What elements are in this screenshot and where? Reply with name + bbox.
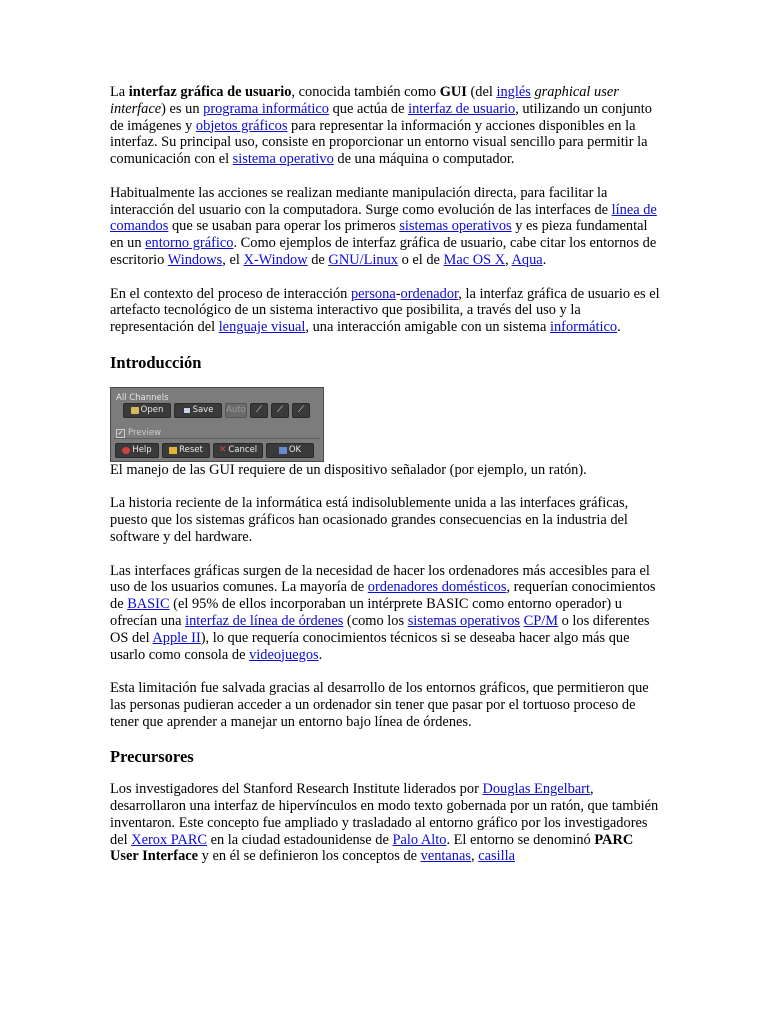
text: . El entorno se denominó: [446, 831, 595, 848]
paragraph-investigadores: [110, 781, 662, 865]
link-gnu-linux[interactable]: GNU/Linux: [328, 251, 398, 268]
toolbar-row: [123, 403, 310, 418]
link-entorno-grafico[interactable]: entorno gráfico: [145, 235, 234, 252]
help-icon: [122, 447, 130, 454]
bold-term: GUI: [439, 84, 467, 100]
save-icon: [183, 407, 191, 414]
save-label: Save: [192, 404, 214, 415]
cancel-label: Cancel: [228, 444, 258, 455]
link-basic[interactable]: BASIC: [127, 596, 170, 613]
paragraph-surgen: [110, 563, 662, 664]
link-mac-os-x[interactable]: Mac OS X: [443, 251, 506, 268]
link-cp-m[interactable]: CP/M: [523, 612, 559, 629]
paragraph-acciones: [110, 185, 662, 269]
reset-icon: [169, 447, 177, 454]
link-ventanas[interactable]: ventanas: [420, 848, 471, 865]
text: para representar la información y acciones disponibles en la interfaz. Su principal uso, consiste en proporcionar un entorno visual sencillo para permitir la comunicación con el: [110, 117, 648, 168]
eyedropper-icon: ⟋: [298, 404, 304, 415]
link-sistemas-operativos[interactable]: sistemas operativos: [399, 218, 512, 235]
text: , la interfaz gráfica de usuario es el artefacto tecnológico de un sistema interactivo que posibilita, a través del uso y la representación del: [110, 285, 660, 336]
link-programa-informatico[interactable]: programa informático: [203, 100, 329, 117]
text: En el contexto del proceso de interacción: [110, 285, 351, 302]
eyedropper-black-button[interactable]: [250, 403, 268, 418]
heading-precursores: Precursores: [110, 747, 194, 767]
text: o el de: [397, 251, 444, 268]
cancel-button[interactable]: [213, 443, 263, 458]
link-casilla[interactable]: casilla: [478, 848, 515, 865]
bold-term: interfaz gráfica de usuario: [128, 84, 292, 100]
link-ordenadores-domesticos[interactable]: ordenadores domésticos: [367, 579, 507, 596]
ok-label: OK: [288, 444, 302, 455]
text: Las interfaces gráficas surgen de la necesidad de hacer los ordenadores más accesibles para el uso de los usuarios comunes. La mayoría de: [110, 562, 650, 596]
link-palo-alto[interactable]: Palo Alto: [392, 831, 447, 848]
text: .: [318, 646, 323, 663]
text: , desarrollaron una interfaz de hipervínculos en modo texto gobernada por un ratón, que también inventaron. Este concepto fue ampliado y trasladado al entorno gráfico por los investigadores del: [110, 781, 659, 848]
text: y en él se definieron los conceptos de: [198, 848, 421, 865]
text: , conocida también como: [291, 84, 440, 100]
panel-title: All Channels: [116, 392, 169, 403]
text: ,: [471, 848, 479, 865]
paragraph-manejo: El manejo de las GUI requiere de un dispositivo señalador (por ejemplo, un ratón).: [110, 461, 587, 478]
folder-icon: [131, 407, 139, 414]
cancel-icon: ✕: [218, 445, 227, 456]
help-label: Help: [132, 444, 152, 455]
eyedropper-white-button[interactable]: [292, 403, 310, 418]
text: , una interacción amigable con un sistema: [305, 319, 550, 336]
text: de una máquina o computador.: [333, 151, 515, 168]
text: Los investigadores del Stanford Research Institute liderados por: [110, 781, 483, 798]
link-objetos-graficos[interactable]: objetos gráficos: [195, 117, 288, 134]
text: (como los: [343, 612, 408, 629]
text: .: [617, 319, 621, 336]
divider: [114, 438, 320, 439]
link-windows[interactable]: Windows: [167, 251, 223, 268]
text: (el 95% de ellos incorporaban un intérprete BASIC como entorno operador) u ofrecían una: [110, 596, 622, 629]
reset-button[interactable]: [162, 443, 210, 458]
open-button[interactable]: [123, 403, 171, 418]
text: .: [542, 251, 547, 268]
paragraph-historia: La historia reciente de la informática está indisolublemente unida a las interfaces gráficas, puesto que los sistemas gráficos han ocasionado grandes consecuencias en la industria del software y del hardware.: [110, 495, 629, 545]
gui-example-screenshot: [110, 387, 324, 462]
open-label: Open: [140, 404, 164, 415]
eyedropper-gray-button[interactable]: [271, 403, 289, 418]
text: , el: [222, 251, 244, 268]
auto-label: Auto: [226, 404, 246, 415]
italic-term: graphical user interface: [110, 84, 619, 117]
text: -: [395, 285, 401, 302]
ok-icon: [279, 447, 287, 454]
help-button[interactable]: [115, 443, 159, 458]
preview-checkbox-row[interactable]: [116, 425, 161, 442]
text: y es pieza fundamental en un: [110, 218, 648, 252]
text: ) es un: [161, 100, 204, 117]
ok-button[interactable]: [266, 443, 314, 458]
link-ingles[interactable]: inglés: [496, 84, 531, 100]
link-aqua[interactable]: Aqua: [511, 251, 543, 268]
auto-button[interactable]: [225, 403, 247, 418]
link-videojuegos[interactable]: videojuegos: [249, 646, 319, 663]
link-sistemas-operativos[interactable]: sistemas operativos: [407, 612, 520, 629]
text: La: [110, 84, 129, 100]
link-ordenador[interactable]: ordenador: [400, 285, 459, 302]
text: (del: [466, 84, 497, 100]
save-button[interactable]: [174, 403, 222, 418]
eyedropper-icon: ⟋: [277, 404, 283, 415]
paragraph-intro: [110, 84, 662, 168]
text: ), lo que requería conocimientos técnicos si se deseaba hacer algo más que usarlo como consola de: [110, 629, 630, 663]
link-lenguaje-visual[interactable]: lenguaje visual: [218, 319, 306, 336]
text: . Como ejemplos de interfaz gráfica de usuario, cabe citar los entornos de escritorio: [110, 235, 657, 268]
text: , requerían conocimientos de: [110, 579, 656, 613]
text: que se usaban para operar los primeros: [168, 218, 400, 235]
link-informatico[interactable]: informático: [549, 319, 618, 336]
link-interfaz-de-linea-de-ordenes[interactable]: interfaz de línea de órdenes: [185, 612, 344, 629]
text: de: [307, 251, 329, 268]
preview-label: Preview: [128, 427, 162, 438]
link-douglas-engelbart[interactable]: Douglas Engelbart: [482, 781, 590, 798]
link-linea-de-comandos[interactable]: línea de comandos: [110, 201, 657, 235]
text: Habitualmente las acciones se realizan mediante manipulación directa, para facilitar la interacción del usuario con la computadora. Surge como evolución de las interfaces de: [110, 184, 612, 218]
text: que actúa de: [329, 100, 409, 117]
eyedropper-icon: ⟋: [256, 404, 262, 415]
link-x-window[interactable]: X-Window: [243, 251, 308, 268]
heading-introduccion: Introducción: [110, 352, 202, 372]
link-xerox-parc[interactable]: Xerox PARC: [131, 831, 208, 848]
checkmark-icon[interactable]: ✓: [117, 428, 124, 437]
paragraph-limitacion: Esta limitación fue salvada gracias al desarrollo de los entornos gráficos, que permitieron que las personas pudieran acceder a un ordenador sin tener que pasar por el tortuoso proceso de tener que aprender a manejar un entorno bajo línea de órdenes.: [110, 680, 649, 730]
text: o los diferentes OS del: [110, 612, 650, 646]
document-body: [110, 84, 662, 882]
reset-label: Reset: [179, 444, 203, 455]
text: ,: [505, 251, 512, 268]
link-persona[interactable]: persona: [350, 285, 396, 302]
text: en la ciudad estadounidense de: [207, 831, 393, 848]
link-sistema-operativo[interactable]: sistema operativo: [232, 151, 334, 168]
paragraph-contexto: [110, 286, 662, 336]
text: , utilizando un conjunto de imágenes y: [110, 100, 652, 134]
action-row: [115, 443, 314, 458]
link-apple-ii[interactable]: Apple II: [152, 629, 201, 646]
bold-term: PARC User Interface: [110, 831, 634, 865]
link-interfaz-de-usuario[interactable]: interfaz de usuario: [408, 100, 516, 117]
